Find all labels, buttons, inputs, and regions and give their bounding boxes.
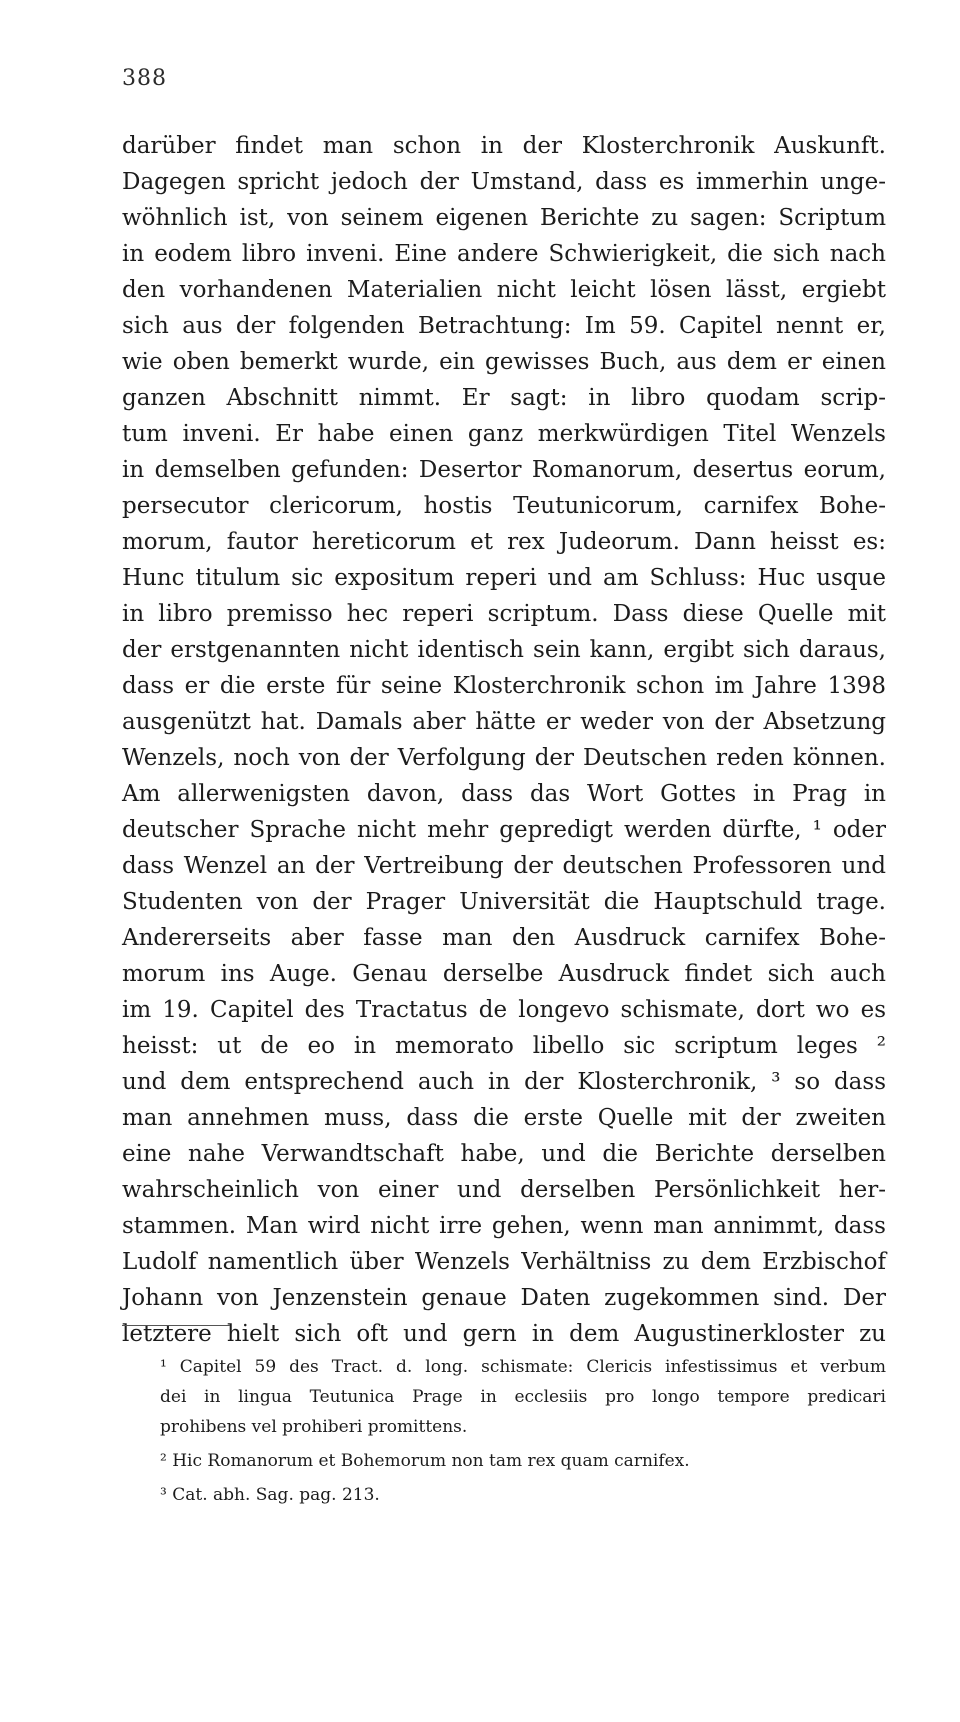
footnote-1-line: ¹ Capitel 59 des Tract. d. long. schismate: Clericis infestissimus et verbum	[160, 1357, 886, 1377]
text-line: deutscher Sprache nicht mehr gepredigt werden dürfte, ¹ oder	[122, 817, 886, 843]
footnote-1-line: prohibens vel prohiberi promittens.	[160, 1417, 468, 1437]
footnote-1-line: dei in lingua Teutunica Prage in ecclesiis pro longo tempore predicari	[160, 1387, 886, 1407]
text-line: und dem entsprechend auch in der Klosterchronik, ³ so dass	[122, 1069, 886, 1095]
text-line: dass Wenzel an der Vertreibung der deutschen Professoren und	[122, 853, 886, 879]
text-line: Am allerwenigsten davon, dass das Wort Gottes in Prag in	[122, 781, 886, 807]
text-line: Wenzels, noch von der Verfolgung der Deutschen reden können.	[122, 745, 886, 771]
text-line: Studenten von der Prager Universität die Hauptschuld trage.	[122, 889, 886, 915]
page-number: 388	[122, 66, 167, 91]
text-line: persecutor clericorum, hostis Teutunicorum, carnifex Bohe-	[122, 493, 886, 519]
text-line: wie oben bemerkt wurde, ein gewisses Buch, aus dem er einen	[122, 349, 886, 375]
text-line: darüber findet man schon in der Klosterchronik Auskunft.	[122, 133, 886, 159]
footnote-divider	[122, 1325, 230, 1326]
text-line: heisst: ut de eo in memorato libello sic scriptum leges ²	[122, 1033, 886, 1059]
text-line: wöhnlich ist, von seinem eigenen Berichte zu sagen: Scriptum	[122, 205, 886, 231]
text-line: Dagegen spricht jedoch der Umstand, dass es immerhin unge-	[122, 169, 886, 195]
text-line: dass er die erste für seine Klosterchronik schon im Jahre 1398	[122, 673, 886, 699]
text-line: man annehmen muss, dass die erste Quelle mit der zweiten	[122, 1105, 886, 1131]
footnote-3: ³ Cat. abh. Sag. pag. 213.	[160, 1485, 380, 1505]
text-line: in demselben gefunden: Desertor Romanorum, desertus eorum,	[122, 457, 886, 483]
text-line: ausgenützt hat. Damals aber hätte er weder von der Absetzung	[122, 709, 886, 735]
footnotes	[122, 1352, 886, 1510]
text-line: letztere hielt sich oft und gern in dem Augustinerkloster zu	[122, 1321, 886, 1347]
text-line: eine nahe Verwandtschaft habe, und die Berichte derselben	[122, 1141, 886, 1167]
text-line: Ludolf namentlich über Wenzels Verhältniss zu dem Erzbischof	[122, 1249, 886, 1275]
text-line: sich aus der folgenden Betrachtung: Im 59. Capitel nennt er,	[122, 313, 886, 339]
text-line: morum, fautor hereticorum et rex Judeorum. Dann heisst es:	[122, 529, 886, 555]
text-line: Andererseits aber fasse man den Ausdruck carnifex Bohe-	[122, 925, 886, 951]
text-line: der erstgenannten nicht identisch sein kann, ergibt sich daraus,	[122, 637, 886, 663]
text-line: in libro premisso hec reperi scriptum. Dass diese Quelle mit	[122, 601, 886, 627]
text-line: Hunc titulum sic expositum reperi und am Schluss: Huc usque	[122, 565, 886, 591]
text-line: in eodem libro inveni. Eine andere Schwierigkeit, die sich nach	[122, 241, 886, 267]
text-line: tum inveni. Er habe einen ganz merkwürdigen Titel Wenzels	[122, 421, 886, 447]
text-line: den vorhandenen Materialien nicht leicht lösen lässt, ergiebt	[122, 277, 886, 303]
body-text	[122, 128, 886, 1352]
text-line: im 19. Capitel des Tractatus de longevo schismate, dort wo es	[122, 997, 886, 1023]
text-line: ganzen Abschnitt nimmt. Er sagt: in libro quodam scrip-	[122, 385, 886, 411]
footnote-2: ² Hic Romanorum et Bohemorum non tam rex quam carnifex.	[160, 1451, 690, 1471]
text-line: Johann von Jenzenstein genaue Daten zugekommen sind. Der	[122, 1285, 886, 1311]
text-line: wahrscheinlich von einer und derselben Persönlichkeit her-	[122, 1177, 886, 1203]
text-line: stammen. Man wird nicht irre gehen, wenn man annimmt, dass	[122, 1213, 886, 1239]
text-line: morum ins Auge. Genau derselbe Ausdruck findet sich auch	[122, 961, 886, 987]
